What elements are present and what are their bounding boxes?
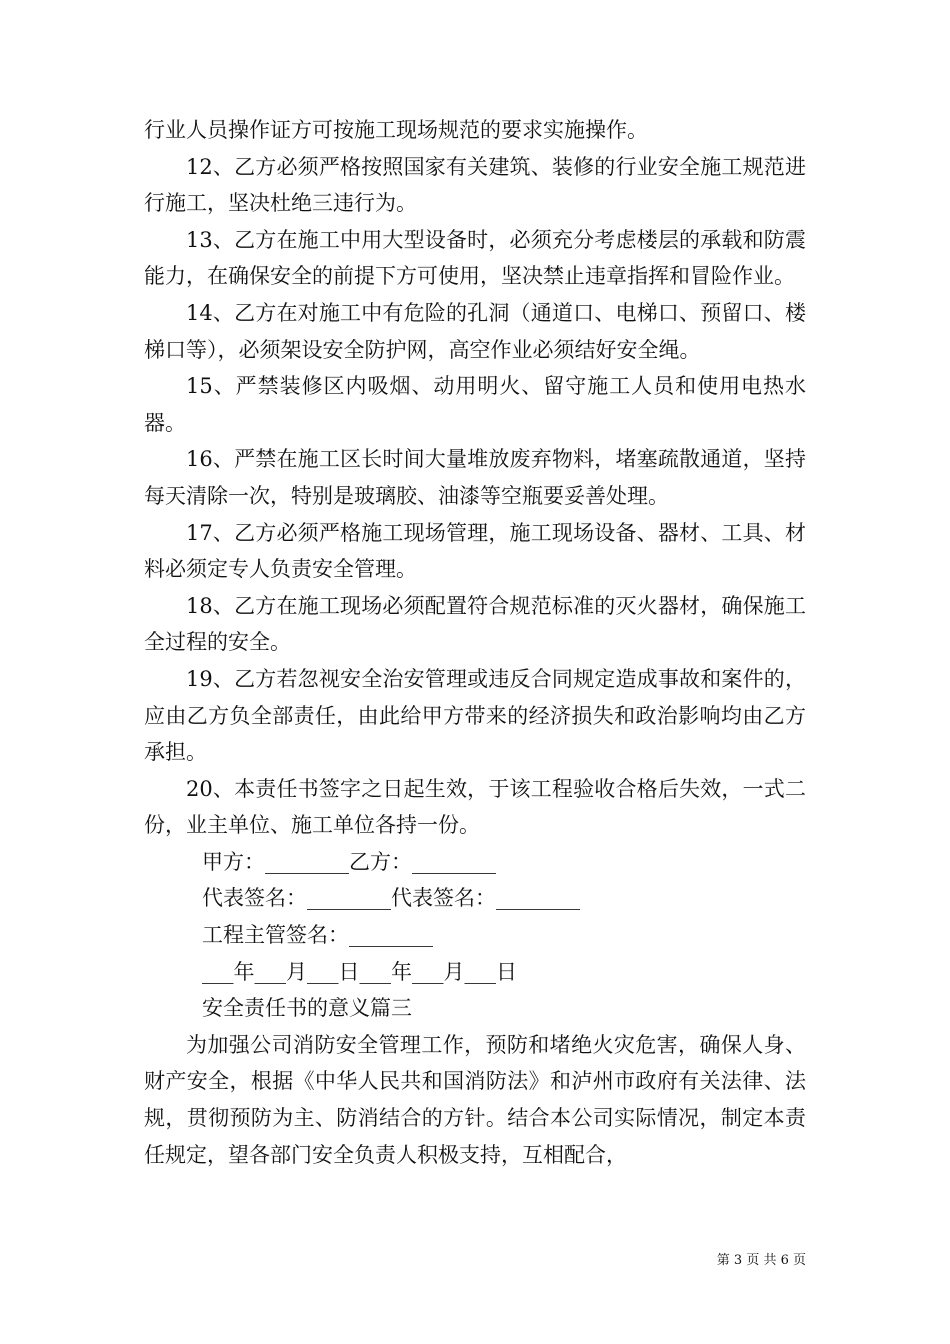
paragraph-item-15: 15、严禁装修区内吸烟、动用明火、留守施工人员和使用电热水器。	[144, 374, 806, 435]
section-heading: 安全责任书的意义篇三	[202, 996, 412, 1021]
document-body	[144, 112, 806, 1173]
representative-signature-line: 代表签名：________代表签名：________	[202, 886, 580, 911]
paragraph-item-14: 14、乙方在对施工中有危险的孔洞（通道口、电梯口、预留口、楼梯口等），必须架设安全防护网，高空作业必须结好安全绳。	[144, 300, 806, 362]
paragraph-item-18: 18、乙方在施工现场必须配置符合规范标准的灭火器材，确保施工全过程的安全。	[144, 593, 806, 655]
date-line: ___年___月___日___年___月___日	[202, 959, 517, 984]
closing-paragraph: 为加强公司消防安全管理工作，预防和堵绝火灾危害，确保人身、财产安全，根据《中华人民共和国消防法》和泸州市政府有关法律、法规，贯彻预防为主、防消结合的方针。结合本公司实际情况，制定本责任规定，望各部门安全负责人积极支持，互相配合，	[144, 1032, 806, 1167]
paragraph-item-16: 16、严禁在施工区长时间大量堆放废弃物料，堵塞疏散通道，坚持每天清除一次，特别是玻璃胶、油漆等空瓶要妥善处理。	[144, 447, 806, 508]
party-signature-line: 甲方：________乙方：________	[202, 849, 496, 874]
paragraph-item-13: 13、乙方在施工中用大型设备时，必须充分考虑楼层的承载和防震能力，在确保安全的前提下方可使用，坚决禁止违章指挥和冒险作业。	[144, 227, 806, 289]
paragraph-continuation: 行业人员操作证方可按施工现场规范的要求实施操作。	[144, 118, 648, 142]
supervisor-signature-line: 工程主管签名：________	[202, 923, 433, 948]
paragraph-item-20: 20、本责任书签字之日起生效，于该工程验收合格后失效，一式二份，业主单位、施工单位各持一份。	[144, 776, 806, 838]
paragraph-item-17: 17、乙方必须严格施工现场管理，施工现场设备、器材、工具、材料必须定专人负责安全管理。	[144, 520, 806, 582]
paragraph-item-12: 12、乙方必须严格按照国家有关建筑、装修的行业安全施工规范进行施工，坚决杜绝三违行为。	[144, 154, 806, 216]
page-number-footer: 第 3 页 共 6 页	[716, 1253, 806, 1268]
paragraph-item-19: 19、乙方若忽视安全治安管理或违反合同规定造成事故和案件的，应由乙方负全部责任，由此给甲方带来的经济损失和政治影响均由乙方承担。	[144, 666, 806, 765]
